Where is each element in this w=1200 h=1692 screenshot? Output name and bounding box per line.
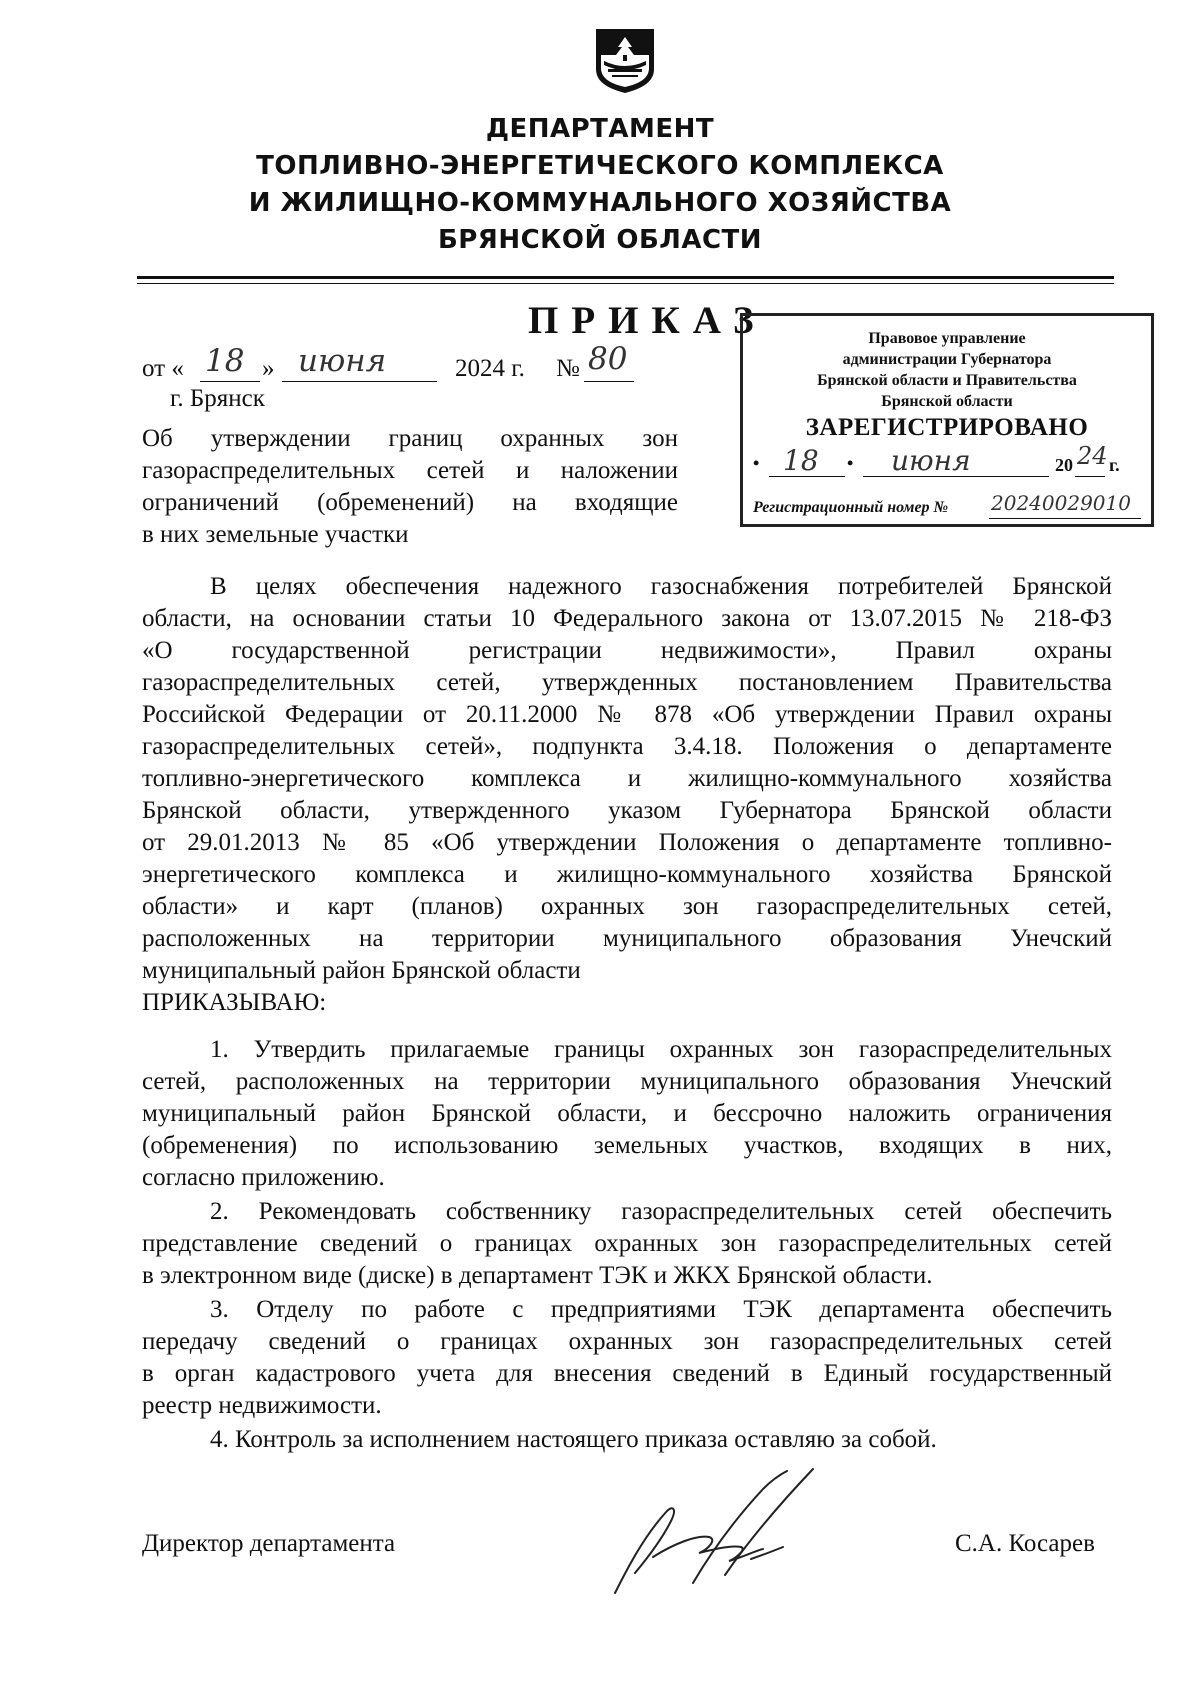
stamp-year-handwritten: 24: [1077, 442, 1108, 470]
handwritten-signature: [605, 1465, 845, 1600]
date-quote-close: »: [262, 355, 275, 382]
preamble-line7: топливно-энергетического комплекса и жилищно-коммунального хозяйства: [142, 765, 1112, 792]
item4-line: 4. Контроль за исполнением настоящего приказа оставляю за собой.: [210, 1426, 937, 1453]
department-title-line3: И ЖИЛИЩНО-КОММУНАЛЬНОГО ХОЗЯЙСТВА: [248, 188, 952, 218]
item1-line3: муниципальный район Брянской области, и бессрочно наложить ограничения: [142, 1100, 1112, 1127]
order-subject-line4: в них земельные участки: [142, 521, 409, 548]
stamp-reg-number-underline: [989, 518, 1141, 519]
registration-stamp: Правовое управление администрации Губернатора Брянской области и Правительства Брянской области ЗАРЕГИСТРИРОВАНО • 18 • июня 20 24 г. Регистрационный номер № 20240029010: [740, 313, 1154, 527]
item2-line1: 2. Рекомендовать собственнику газораспределительных сетей обеспечить: [210, 1198, 1112, 1225]
order-month-underline: [282, 381, 437, 382]
date-prefix: от «: [142, 355, 184, 382]
header-divider-thick: [137, 276, 1114, 279]
item3-line3: в орган кадастрового учета для внесения сведений в Единый государственный: [142, 1360, 1112, 1387]
order-day-handwritten: 18: [205, 343, 245, 379]
coat-of-arms-emblem: [592, 25, 658, 95]
item3-line2: передачу сведений о границах охранных зон газораспределительных сетей: [142, 1328, 1112, 1355]
order-subject-line2: газораспределительных сетей и наложении: [142, 457, 678, 484]
preamble-line8: Брянской области, утвержденного указом Губернатора Брянской области: [142, 797, 1112, 824]
order-number-handwritten: 80: [588, 341, 628, 377]
preamble-line4: газораспределительных сетей, утвержденных постановлением Правительства: [142, 669, 1112, 696]
preamble-line9: от 29.01.2013 № 85 «Об утверждении Положения о департаменте топливно-: [142, 829, 1112, 856]
preamble-line12: расположенных на территории муниципального образования Унечский: [142, 925, 1112, 952]
order-title: ПРИКАЗ: [528, 299, 767, 342]
preamble-line13: муниципальный район Брянской области: [142, 957, 581, 984]
item1-line1: 1. Утвердить прилагаемые границы охранных зон газораспределительных: [210, 1036, 1112, 1063]
stamp-reg-label: Регистрационный номер №: [753, 499, 949, 516]
preamble-line3: «О государственной регистрации недвижимости», Правил охраны: [142, 637, 1112, 664]
item3-line4: реестр недвижимости.: [142, 1392, 382, 1419]
order-number-label: №: [556, 355, 580, 382]
stamp-line4: Брянской области: [881, 393, 1013, 410]
item1-line2: сетей, расположенных на территории муниципального образования Унечский: [142, 1068, 1112, 1095]
signatory-name: С.А. Косарев: [955, 1530, 1095, 1557]
header-divider-thin: [137, 283, 1114, 284]
preamble-line11: области» и карт (планов) охранных зон газораспределительных сетей,: [142, 893, 1112, 920]
stamp-day-underline: [769, 476, 845, 477]
item2-line3: в электронном виде (диске) в департамент ТЭК и ЖКХ Брянской области.: [142, 1262, 933, 1289]
order-word: ПРИКАЗЫВАЮ:: [142, 989, 327, 1016]
order-day-underline: [200, 381, 260, 382]
order-subject-line1: Об утверждении границ охранных зон: [142, 425, 678, 452]
item1-line4: (обременения) по использованию земельных участков, входящих в них,: [142, 1132, 1112, 1159]
stamp-year-prefix: 20: [1055, 455, 1073, 475]
order-year: 2024 г.: [455, 355, 525, 382]
department-title-line4: БРЯНСКОЙ ОБЛАСТИ: [437, 225, 763, 255]
stamp-month-handwritten: июня: [891, 444, 971, 477]
signatory-position: Директор департамента: [142, 1530, 396, 1557]
order-month-handwritten: июня: [298, 343, 387, 379]
stamp-day-handwritten: 18: [783, 444, 819, 477]
preamble-line1: В целях обеспечения надежного газоснабжения потребителей Брянской: [210, 573, 1112, 600]
item3-line1: 3. Отделу по работе с предприятиями ТЭК департамента обеспечить: [210, 1296, 1112, 1323]
stamp-year-underline: [1075, 476, 1105, 477]
stamp-month-underline: [863, 476, 1049, 477]
order-number-underline: [584, 381, 634, 382]
stamp-line1: Правовое управление: [868, 330, 1026, 347]
item2-line2: представление сведений о границах охранных зон газораспределительных сетей: [142, 1230, 1112, 1257]
preamble-line10: энергетического комплекса и жилищно-коммунального хозяйства Брянской: [142, 861, 1112, 888]
stamp-status: ЗАРЕГИСТРИРОВАНО: [805, 414, 1089, 441]
preamble-line5: Российской Федерации от 20.11.2000 № 878 «Об утверждении Правил охраны: [142, 701, 1112, 728]
stamp-line2: администрации Губернатора: [842, 351, 1052, 368]
preamble-line6: газораспределительных сетей», подпункта 3.4.18. Положения о департаменте: [142, 733, 1112, 760]
department-title-line2: ТОПЛИВНО-ЭНЕРГЕТИЧЕСКОГО КОМПЛЕКСА: [256, 151, 944, 181]
stamp-reg-number-handwritten: 20240029010: [991, 491, 1131, 515]
order-city: г. Брянск: [170, 385, 265, 412]
stamp-year-unit: г.: [1109, 455, 1120, 475]
preamble-line2: области, на основании статьи 10 Федерального закона от 13.07.2015 № 218-ФЗ: [142, 605, 1112, 632]
stamp-line3: Брянской области и Правительства: [817, 372, 1077, 389]
department-title-line1: ДЕПАРТАМЕНТ: [485, 114, 715, 144]
item1-line5: согласно приложению.: [142, 1164, 385, 1191]
order-subject-line3: ограничений (обременений) на входящие: [142, 489, 678, 516]
